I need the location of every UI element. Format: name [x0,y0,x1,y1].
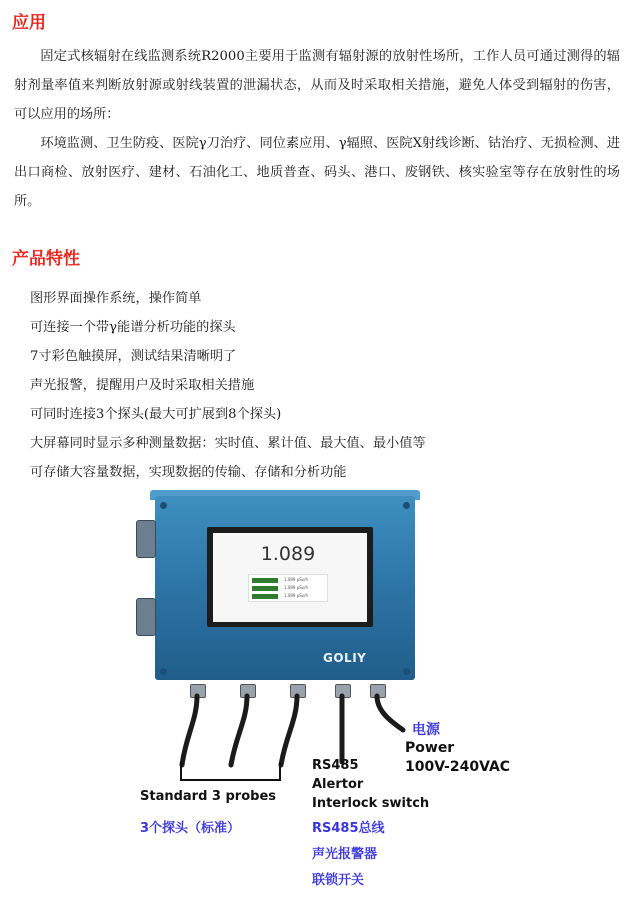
power-label-cn: 电源 [412,722,440,738]
section-title-application: 应用 [12,13,46,33]
brand-logo: GOLIY [323,651,367,665]
alertor-label: Alertor [312,777,364,792]
probe-cable-3 [281,696,297,765]
screen-row-value: 1.089 μSv/h [284,577,309,582]
feature-item: 声光报警，提醒用户及时采取相关措施 [30,378,255,393]
rs485-label: RS485 [312,758,359,773]
power-voltage-label: 100V-240VAC [405,759,511,775]
interlock-label-cn: 联锁开关 [312,873,365,888]
rs485-label-cn: RS485总线 [312,821,385,836]
application-paragraph: 固定式核辐射在线监测系统R2000主要用于监测有辐射源的放射性场所，工作人员可通过测得的辐射剂量率值来判断放射源或射线装置的泄漏状态，从而及时采取相关措施，避免人体受到辐射的伤害，可以应用的场所： [14,49,620,122]
feature-item: 大屏幕同时显示多种测量数据：实时值、累计值、最大值、最小值等 [30,436,426,451]
probe-cable-1 [182,696,197,765]
interlock-label: Interlock switch [312,796,430,811]
probes-label-cn: 3个探头（标准） [140,821,241,836]
probe-cable-2 [231,696,247,765]
feature-item: 可存储大容量数据，实现数据的传输、存储和分析功能 [30,465,347,480]
application-sites-paragraph: 环境监测、卫生防疫、医院γ刀治疗、同位素应用、γ辐照、医院X射线诊断、钴治疗、无损检测、进出口商检、放射医疗、建材、石油化工、地质普查、码头、港口、废钢铁、核实验室等存在放射性的场所。 [14,136,620,209]
alertor-label-cn: 声光报警器 [312,847,378,862]
feature-item: 可连接一个带γ能谱分析功能的探头 [30,320,236,335]
power-label-en: Power [405,740,455,756]
screen-row-value: 1.089 μSv/h [284,593,309,598]
feature-item: 图形界面操作系统，操作简单 [30,291,202,306]
feature-item: 可同时连接3个探头(最大可扩展到8个探头) [30,407,282,422]
screen-reading: 1.089 [260,543,316,565]
power-cable [377,696,403,730]
probes-label-en: Standard 3 probes [140,789,277,804]
screen-row-value: 1.089 μSv/h [284,585,309,590]
section-title-features: 产品特性 [12,249,80,269]
feature-item: 7寸彩色触摸屏，测试结果清晰明了 [30,349,237,364]
